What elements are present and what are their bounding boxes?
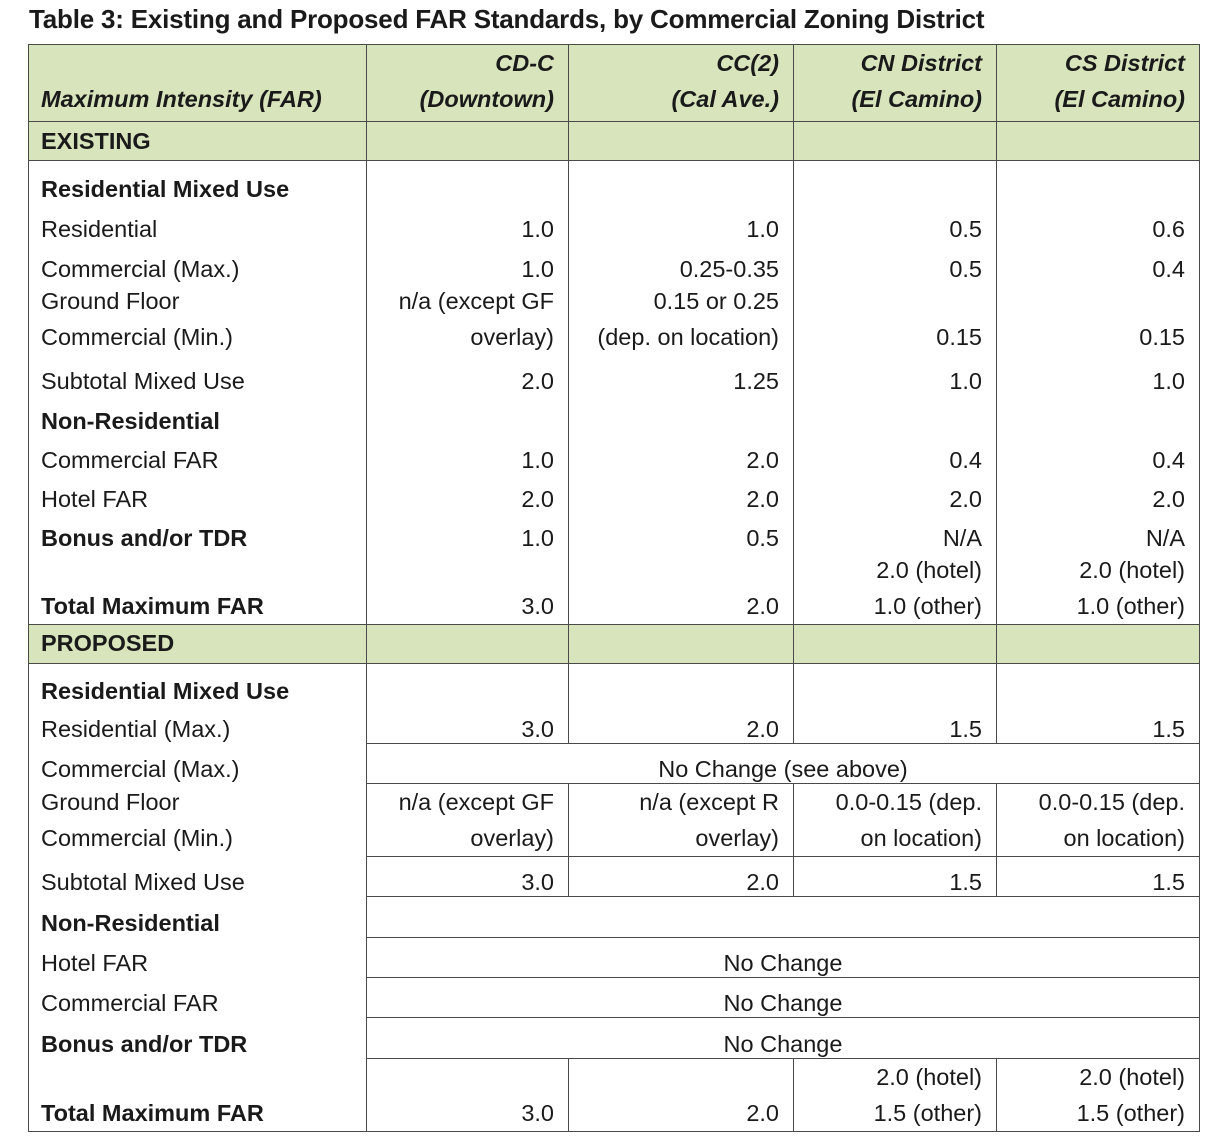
row-label: Non-Residential	[29, 395, 367, 435]
table-row	[29, 1017, 1200, 1058]
section-existing	[29, 122, 1200, 161]
cell-value: 0.4	[794, 435, 997, 474]
row-label: Commercial (Max.)	[29, 243, 367, 283]
cell-value: 2.0	[569, 705, 794, 743]
cell-value: 1.25	[569, 355, 794, 395]
section-label: PROPOSED	[29, 624, 367, 663]
cell-value: 1.5	[997, 705, 1200, 743]
cell-value: 3.0	[367, 552, 569, 625]
table-title: Table 3: Existing and Proposed FAR Standards, by Commercial Zoning District	[29, 4, 985, 34]
table-row	[29, 663, 1200, 705]
table-row	[29, 552, 1200, 625]
cell-value: 0.15	[794, 283, 997, 355]
row-label: Residential	[29, 203, 367, 243]
cell-value: 2.0 (hotel) 1.0 (other)	[794, 552, 997, 625]
header-row-label: Maximum Intensity (FAR)	[29, 45, 367, 122]
cell-value: 2.0	[367, 355, 569, 395]
row-label: Commercial FAR	[29, 977, 367, 1017]
cell-value: 0.0-0.15 (dep. on location)	[997, 783, 1200, 856]
merged-cell: No Change (see above)	[367, 743, 1200, 783]
cell-value: 0.15 or 0.25 (dep. on location)	[569, 283, 794, 355]
row-label: Ground Floor Commercial (Min.)	[29, 783, 367, 856]
cell-value: 1.5	[794, 705, 997, 743]
cell-value: 3.0	[367, 705, 569, 743]
cell-value: 1.0	[569, 203, 794, 243]
table-row	[29, 435, 1200, 474]
row-label: Total Maximum FAR	[29, 1058, 367, 1131]
section-proposed	[29, 624, 1200, 663]
cell-value: 3.0	[367, 1058, 569, 1131]
far-standards-table	[28, 44, 1200, 1132]
cell-value: 2.0	[569, 856, 794, 896]
cell-value: N/A	[997, 513, 1200, 552]
row-label: Commercial (Max.)	[29, 743, 367, 783]
row-label: Hotel FAR	[29, 937, 367, 977]
table-row	[29, 513, 1200, 552]
table-row	[29, 977, 1200, 1017]
cell-value: 2.0	[997, 474, 1200, 513]
cell-value: 1.5	[997, 856, 1200, 896]
header-col-cs: CS District (El Camino)	[997, 45, 1200, 122]
row-label: Residential Mixed Use	[29, 663, 367, 705]
cell-value: 0.6	[997, 203, 1200, 243]
merged-cell: No Change	[367, 977, 1200, 1017]
row-label: Total Maximum FAR	[29, 552, 367, 625]
header-col-cc2: CC(2) (Cal Ave.)	[569, 45, 794, 122]
table-row	[29, 355, 1200, 395]
table-row	[29, 474, 1200, 513]
cell-value: 2.0	[367, 474, 569, 513]
row-label: Bonus and/or TDR	[29, 513, 367, 552]
row-label: Bonus and/or TDR	[29, 1017, 367, 1058]
row-label: Subtotal Mixed Use	[29, 856, 367, 896]
cell-value: n/a (except GF overlay)	[367, 783, 569, 856]
table-row	[29, 743, 1200, 783]
table-row	[29, 1058, 1200, 1131]
row-label: Ground Floor Commercial (Min.)	[29, 283, 367, 355]
cell-value: N/A	[794, 513, 997, 552]
table-row	[29, 203, 1200, 243]
header-row	[29, 45, 1200, 122]
header-col-cdc: CD-C (Downtown)	[367, 45, 569, 122]
cell-value: 0.15	[997, 283, 1200, 355]
cell-value: n/a (except R overlay)	[569, 783, 794, 856]
row-label: Commercial FAR	[29, 435, 367, 474]
cell-value: 2.0	[794, 474, 997, 513]
cell-value: 1.0	[367, 243, 569, 283]
cell-value: 1.0	[367, 435, 569, 474]
table-row	[29, 283, 1200, 355]
cell-value: 0.25-0.35	[569, 243, 794, 283]
row-label: Non-Residential	[29, 896, 367, 937]
cell-value: 0.4	[997, 435, 1200, 474]
cell-value: 2.0 (hotel) 1.5 (other)	[794, 1058, 997, 1131]
cell-value: 2.0	[569, 1058, 794, 1131]
table-row	[29, 395, 1200, 435]
cell-value: 0.0-0.15 (dep. on location)	[794, 783, 997, 856]
cell-value: 1.0	[367, 203, 569, 243]
table-row	[29, 783, 1200, 856]
cell-value: 0.5	[794, 203, 997, 243]
table-row	[29, 705, 1200, 743]
cell-value: 2.0	[569, 474, 794, 513]
row-label: Hotel FAR	[29, 474, 367, 513]
cell-value: 0.5	[794, 243, 997, 283]
merged-cell: No Change	[367, 1017, 1200, 1058]
merged-cell: No Change	[367, 937, 1200, 977]
cell-value: 1.5	[794, 856, 997, 896]
table-row	[29, 937, 1200, 977]
row-label: Residential Mixed Use	[29, 161, 367, 203]
cell-value: 3.0	[367, 856, 569, 896]
cell-value: 1.0	[997, 355, 1200, 395]
table-row	[29, 161, 1200, 203]
cell-value: n/a (except GF overlay)	[367, 283, 569, 355]
cell-value: 0.5	[569, 513, 794, 552]
cell-value: 1.0	[794, 355, 997, 395]
table-row	[29, 896, 1200, 937]
cell-value: 2.0	[569, 435, 794, 474]
cell-value: 2.0	[569, 552, 794, 625]
cell-value: 2.0 (hotel) 1.0 (other)	[997, 552, 1200, 625]
row-label: Subtotal Mixed Use	[29, 355, 367, 395]
section-label: EXISTING	[29, 122, 367, 161]
table-row	[29, 856, 1200, 896]
header-col-cn: CN District (El Camino)	[794, 45, 997, 122]
cell-value: 0.4	[997, 243, 1200, 283]
cell-value: 2.0 (hotel) 1.5 (other)	[997, 1058, 1200, 1131]
table-row	[29, 243, 1200, 283]
row-label: Residential (Max.)	[29, 705, 367, 743]
cell-value: 1.0	[367, 513, 569, 552]
